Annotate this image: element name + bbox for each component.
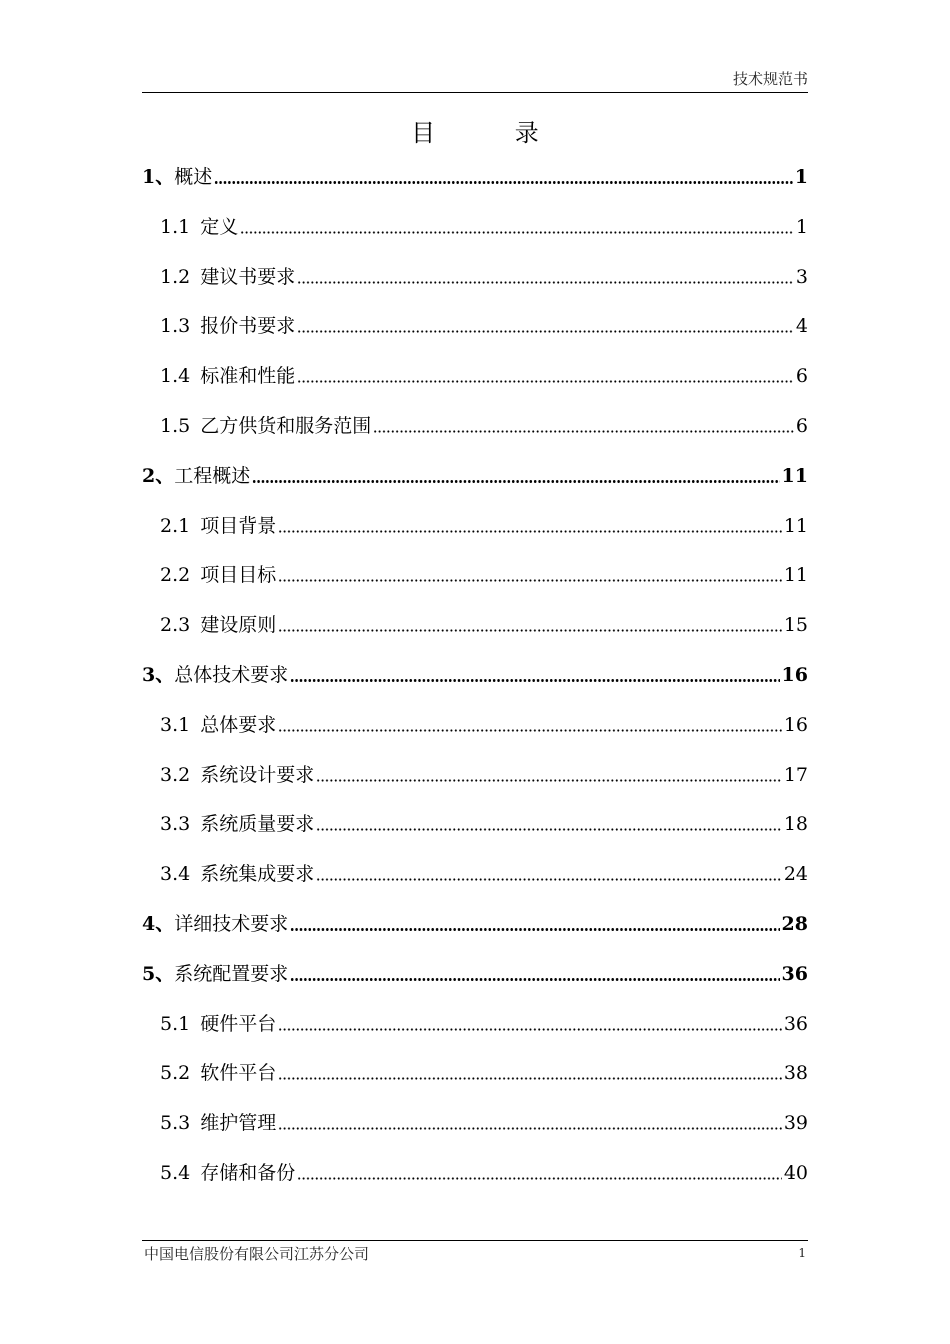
toc-entry-label: 建设原则 — [200, 614, 277, 637]
toc-entry-number: 5.4 — [160, 1162, 191, 1184]
toc-dot-leader — [297, 1177, 782, 1180]
toc-entry-number: 4 — [142, 913, 156, 935]
toc-entry-number: 3 — [142, 664, 156, 686]
toc-entry-number: 5 — [142, 962, 156, 985]
toc-entry-separator: 、 — [155, 166, 175, 188]
toc-dot-leader — [278, 1077, 782, 1080]
toc-entry-label: 总体要求 — [200, 713, 277, 736]
footer-page-number: 1 — [798, 1246, 806, 1260]
toc-entry-page: 11 — [783, 564, 808, 587]
toc-entry[interactable] — [160, 262, 808, 290]
toc-entry[interactable] — [160, 1009, 808, 1037]
toc-entry[interactable] — [160, 1058, 808, 1086]
toc-entry[interactable] — [142, 660, 808, 688]
toc-entry-page: 15 — [783, 614, 808, 637]
toc-entry-number: 1.4 — [160, 365, 191, 388]
footer-company: 中国电信股份有限公司江苏分公司 — [144, 1245, 370, 1263]
toc-entry-page: 16 — [783, 713, 808, 736]
toc-entry[interactable] — [160, 1108, 808, 1136]
toc-dot-leader — [278, 579, 782, 582]
toc-dot-leader — [252, 480, 779, 483]
toc-entry-page: 6 — [795, 415, 808, 437]
toc-dot-leader — [290, 978, 779, 981]
toc-entry-number: 2.3 — [160, 614, 191, 637]
toc-entry-number: 1 — [142, 166, 156, 188]
toc-entry-label: 建议书要求 — [200, 265, 296, 288]
toc-entry-page: 36 — [783, 1012, 808, 1035]
toc-entry[interactable] — [160, 859, 808, 887]
toc-entry-label: 工程概述 — [174, 464, 251, 487]
toc-dot-leader — [316, 779, 782, 782]
toc-entry-label: 硬件平台 — [200, 1012, 277, 1035]
toc-entry-number: 3.1 — [160, 713, 191, 736]
toc-entry-label: 项目背景 — [200, 514, 277, 537]
toc-entry-number: 2 — [142, 464, 156, 487]
toc-entry-page: 36 — [781, 962, 808, 985]
toc-entry-separator: 、 — [155, 464, 175, 487]
toc-entry-label: 乙方供货和服务范围 — [200, 415, 372, 437]
toc-entry-page: 39 — [783, 1112, 808, 1135]
toc-entry-page: 1 — [794, 166, 808, 188]
toc-entry-label: 报价书要求 — [200, 315, 296, 338]
toc-entry-number: 3.4 — [160, 863, 191, 886]
toc-entry[interactable] — [160, 411, 808, 439]
toc-entry-separator: 、 — [155, 962, 175, 985]
toc-entry[interactable] — [160, 809, 808, 837]
toc-entry-number: 2.2 — [160, 564, 191, 587]
toc-entry-page: 17 — [783, 763, 808, 786]
toc-dot-leader — [278, 729, 782, 732]
toc-entry-page: 1 — [795, 215, 808, 238]
toc-entry-label: 维护管理 — [200, 1112, 277, 1135]
toc-entry[interactable] — [142, 909, 808, 937]
toc-title: 目 录 — [411, 119, 575, 147]
toc-entry-page: 11 — [781, 464, 808, 487]
footer-rule — [142, 1240, 808, 1241]
toc-entry[interactable] — [142, 162, 808, 190]
toc-dot-leader — [290, 928, 779, 931]
toc-entry-page: 40 — [783, 1162, 808, 1184]
toc-dot-leader — [278, 1028, 782, 1031]
toc-dot-leader — [297, 380, 794, 383]
toc-entry-label: 系统质量要求 — [200, 813, 315, 836]
toc-entry-label: 概述 — [174, 166, 213, 188]
toc-entry-page: 4 — [795, 315, 808, 338]
toc-dot-leader — [214, 181, 793, 184]
toc-entry-number: 1.1 — [160, 215, 191, 238]
toc-entry-page: 3 — [795, 265, 808, 288]
toc-dot-leader — [297, 330, 794, 333]
toc-entry[interactable] — [142, 959, 808, 987]
toc-entry-label: 存储和备份 — [200, 1162, 296, 1184]
toc-entry[interactable] — [160, 710, 808, 738]
toc-entry[interactable] — [160, 610, 808, 638]
toc-dot-leader — [290, 679, 779, 682]
toc-entry[interactable] — [160, 760, 808, 788]
toc-entry-page: 24 — [783, 863, 808, 886]
toc-entry-page: 11 — [783, 514, 808, 537]
toc-entry[interactable] — [160, 361, 808, 389]
toc-entry-page: 6 — [795, 365, 808, 388]
toc-entry-label: 系统集成要求 — [200, 863, 315, 886]
toc-dot-leader — [297, 281, 794, 284]
toc-entry-number: 3.3 — [160, 813, 191, 836]
toc-entry-separator: 、 — [155, 664, 175, 686]
toc-entry-label: 软件平台 — [200, 1062, 277, 1085]
toc-entry-label: 总体技术要求 — [174, 664, 289, 686]
toc-dot-leader — [278, 530, 782, 533]
toc-entry[interactable] — [160, 560, 808, 588]
toc-entry[interactable] — [142, 461, 808, 489]
toc-dot-leader — [316, 828, 782, 831]
toc-entry-page: 38 — [783, 1062, 808, 1085]
toc-entry-label: 系统设计要求 — [200, 763, 315, 786]
toc-entry-page: 18 — [783, 813, 808, 836]
toc-entry-number: 2.1 — [160, 514, 191, 537]
toc-dot-leader — [278, 1127, 782, 1130]
toc-entry-label: 定义 — [200, 215, 239, 238]
header-doc-type: 技术规范书 — [732, 70, 808, 88]
toc-entry-label: 项目目标 — [200, 564, 277, 587]
toc-entry[interactable] — [160, 1158, 808, 1186]
toc-entry[interactable] — [160, 311, 808, 339]
toc-entry-label: 系统配置要求 — [174, 962, 289, 985]
toc-entry-number: 5.3 — [160, 1112, 191, 1135]
toc-entry[interactable] — [160, 511, 808, 539]
toc-entry-page: 28 — [781, 913, 808, 935]
toc-entry-number: 3.2 — [160, 763, 191, 786]
toc-entry[interactable] — [160, 212, 808, 240]
toc-entry-number: 1.2 — [160, 265, 191, 288]
toc-entry-number: 1.3 — [160, 315, 191, 338]
toc-entry-separator: 、 — [155, 913, 175, 935]
toc-entry-number: 1.5 — [160, 415, 191, 437]
toc-dot-leader — [240, 231, 794, 234]
toc-entry-number: 5.2 — [160, 1062, 191, 1085]
toc-entry-number: 5.1 — [160, 1012, 191, 1035]
toc-entry-page: 16 — [781, 664, 808, 686]
toc-entry-label: 详细技术要求 — [174, 913, 289, 935]
header-rule — [142, 92, 808, 93]
toc-dot-leader — [316, 878, 782, 881]
toc-dot-leader — [278, 629, 782, 632]
toc-entry-label: 标准和性能 — [200, 365, 296, 388]
toc-dot-leader — [373, 430, 794, 433]
